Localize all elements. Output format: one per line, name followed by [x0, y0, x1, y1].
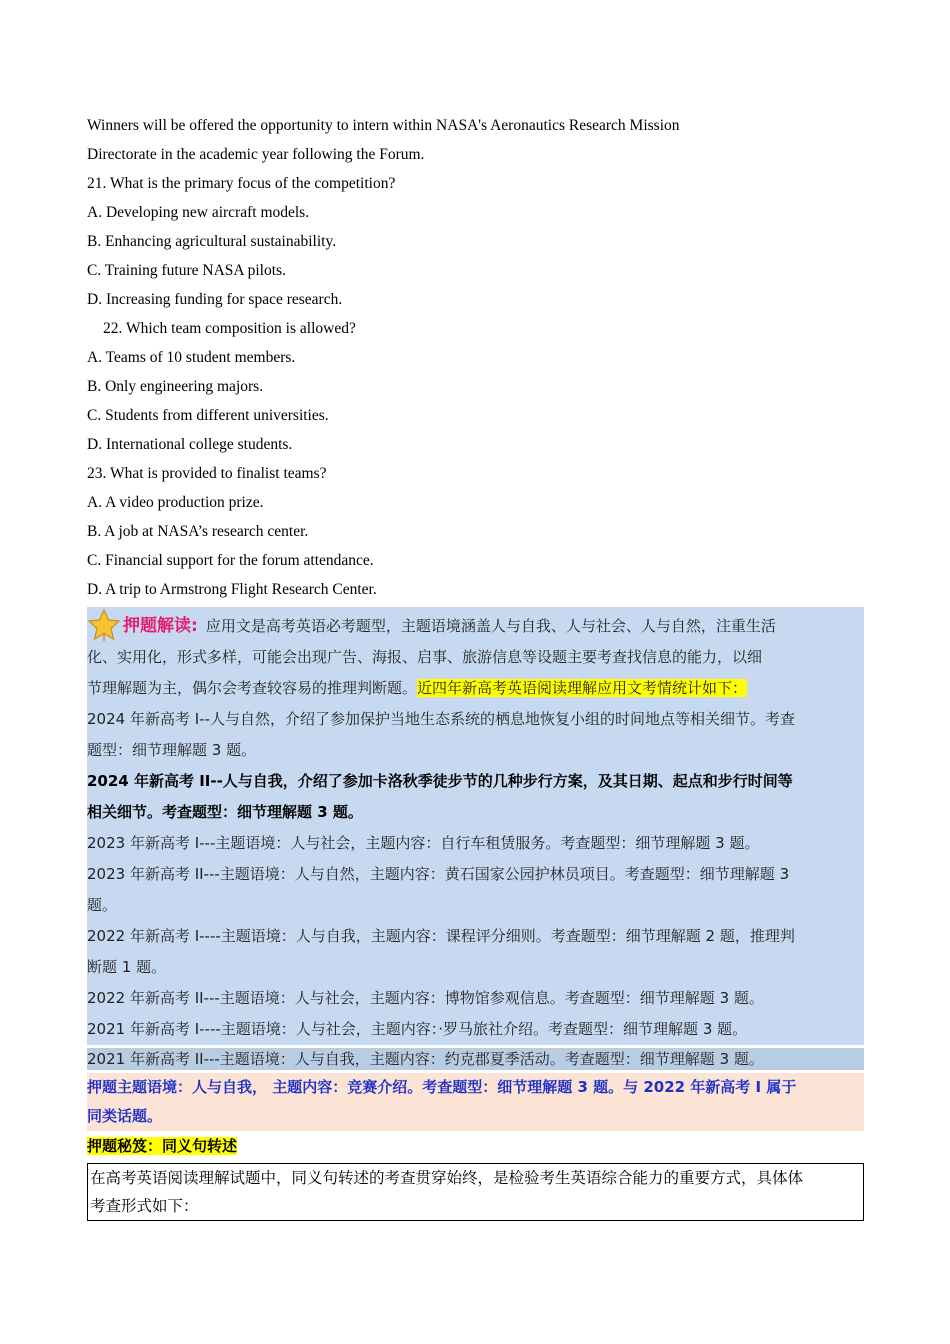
prediction-box	[87, 1073, 864, 1131]
answer-option: B. Enhancing agricultural sustainability.	[87, 233, 337, 250]
stat-entry: 断题 1 题。	[87, 958, 167, 976]
analysis-intro: 应用文是高考英语必考题型，主题语境涵盖人与自我、人与社会、人与自然，注重生活	[205, 617, 776, 635]
document-page	[87, 111, 864, 1221]
paragraph-line: 考查形式如下：	[90, 1197, 199, 1215]
stat-entry: 题。	[87, 896, 118, 914]
analysis-header	[87, 611, 864, 642]
analysis-box	[87, 607, 864, 1045]
paragraph-line: 在高考英语阅读理解试题中，同义句转述的考查贯穿始终，是检验考生英语综合能力的重要方式，具体体	[90, 1169, 804, 1187]
answer-option: B. A job at NASA’s research center.	[87, 523, 309, 540]
question-stem: 21. What is the primary focus of the competition?	[87, 175, 396, 192]
stat-entry: 2022 年新高考 I----主题语境：人与自我，主题内容：课程评分细则。考查题型：细节理解题 2 题，推理判	[87, 927, 795, 945]
stat-entry: 2021 年新高考 II---主题语境：人与自我，主题内容：约克郡夏季活动。考查题型：细节理解题 3 题。	[87, 1048, 864, 1070]
stat-entry: 2022 年新高考 II---主题语境：人与社会，主题内容：博物馆参观信息。考查题型：细节理解题 3 题。	[87, 989, 764, 1007]
analysis-intro: 节理解题为主，偶尔会考查较容易的推理判断题。	[87, 679, 418, 697]
star-icon	[87, 608, 121, 642]
answer-option: C. Financial support for the forum attendance.	[87, 552, 374, 569]
question-stem: 22. Which team composition is allowed?	[103, 320, 356, 337]
analysis-label: 押题解读:	[123, 616, 198, 636]
secret-heading	[87, 1133, 864, 1159]
passage-line: Winners will be offered the opportunity to intern within NASA's Aeronautics Research Mission	[87, 117, 680, 134]
answer-option: C. Training future NASA pilots.	[87, 262, 286, 279]
answer-option: D. A trip to Armstrong Flight Research Center.	[87, 581, 377, 598]
secret-label: 押题秘笈：同义句转述	[87, 1137, 238, 1155]
stat-entry: 2023 年新高考 II---主题语境：人与自然，主题内容：黄石国家公园护林员项目。考查题型：细节理解题 3	[87, 865, 790, 883]
answer-option: A. Teams of 10 student members.	[87, 349, 296, 366]
stat-entry: 题型：细节理解题 3 题。	[87, 741, 257, 759]
question-stem: 23. What is provided to finalist teams?	[87, 465, 327, 482]
passage-line: Directorate in the academic year following the Forum.	[87, 146, 425, 163]
stat-entry: 2023 年新高考 I---主题语境：人与社会，主题内容：自行车租赁服务。考查题型：细节理解题 3 题。	[87, 834, 760, 852]
analysis-intro: 化、实用化，形式多样，可能会出现广告、海报、启事、旅游信息等设题主要考查找信息的能力，以细	[87, 648, 763, 666]
answer-option: A. Developing new aircraft models.	[87, 204, 310, 221]
stat-entry: 2024 年新高考 I--人与自然，介绍了参加保护当地生态系统的栖息地恢复小组的时间地点等相关细节。考查	[87, 710, 795, 728]
stat-entry: 2021 年新高考 I----主题语境：人与社会，主题内容：·罗马旅社介绍。考查题型：细节理解题 3 题。	[87, 1020, 748, 1038]
answer-option: B. Only engineering majors.	[87, 378, 264, 395]
highlighted-text: 近四年新高考英语阅读理解应用文考情统计如下：	[417, 679, 748, 697]
answer-option: A. A video production prize.	[87, 494, 264, 511]
bordered-paragraph	[87, 1163, 864, 1221]
answer-option: D. International college students.	[87, 436, 293, 453]
stat-entry: 相关细节。考查题型：细节理解题 3 题。	[87, 803, 363, 821]
stat-entry: 2024 年新高考 II--人与自我，介绍了参加卡洛秋季徒步节的几种步行方案，及其日期、起点和步行时间等	[87, 772, 793, 790]
prediction-text: 同类话题。	[87, 1107, 163, 1125]
answer-option: D. Increasing funding for space research.	[87, 291, 343, 308]
answer-option: C. Students from different universities.	[87, 407, 329, 424]
prediction-text: 押题主题语境：人与自我， 主题内容：竞赛介绍。考查题型：细节理解题 3 题。与 2022 年新高考 I 属于	[87, 1078, 797, 1096]
